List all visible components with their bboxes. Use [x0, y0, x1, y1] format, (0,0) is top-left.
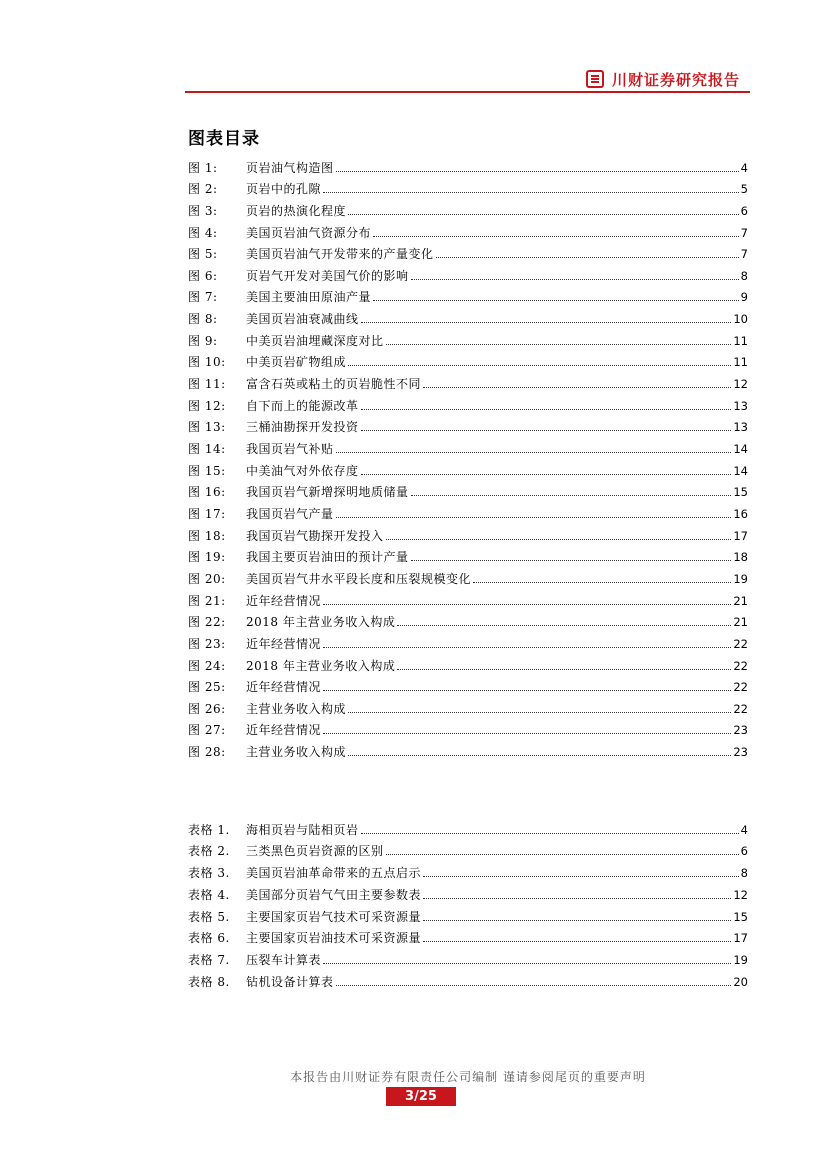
entry-page-number: 23 — [733, 723, 748, 738]
entry-label: 图 22: — [188, 615, 226, 630]
leader-dots — [361, 408, 732, 410]
entry-label: 图 12: — [188, 398, 226, 413]
leader-dots — [361, 321, 732, 323]
entry-page-number: 22 — [733, 680, 748, 695]
entry-page-number: 6 — [740, 844, 748, 859]
figure-toc-entry[interactable] — [188, 240, 748, 262]
entry-label: 图 8: — [188, 312, 218, 327]
toc-title: 图表目录 — [188, 129, 260, 149]
figure-toc-entry[interactable] — [188, 564, 748, 586]
entry-label: 表格 2. — [188, 844, 230, 859]
company-title: 川财证券研究报告 — [612, 70, 741, 89]
figure-toc-entry[interactable] — [188, 153, 748, 175]
entry-title: 我国页岩气产量 — [246, 506, 334, 521]
leader-dots — [336, 984, 732, 986]
leader-dots — [423, 919, 731, 921]
entry-title: 我国页岩气勘探开发投入 — [246, 528, 384, 543]
figure-toc-entry[interactable] — [188, 175, 748, 197]
entry-page-number: 22 — [733, 658, 748, 673]
footer-disclaimer: 本报告由川财证券有限责任公司编制 谨请参阅尾页的重要声明 — [290, 1070, 646, 1084]
entry-label: 图 26: — [188, 701, 226, 716]
report-header — [586, 68, 740, 90]
leader-dots — [361, 473, 732, 475]
entry-title: 美国主要油田原油产量 — [246, 290, 372, 305]
entry-title: 压裂车计算表 — [246, 953, 322, 968]
entry-label: 表格 1. — [188, 822, 230, 837]
entry-title: 我国页岩气补贴 — [246, 442, 334, 457]
leader-dots — [336, 170, 739, 172]
entry-label: 图 18: — [188, 528, 226, 543]
entry-page-number: 19 — [733, 571, 748, 586]
entry-label: 表格 5. — [188, 909, 230, 924]
entry-page-number: 8 — [740, 268, 748, 283]
figure-toc-entry[interactable] — [188, 391, 748, 413]
entry-label: 图 27: — [188, 723, 226, 738]
figure-toc-entry[interactable] — [188, 478, 748, 500]
entry-label: 图 10: — [188, 355, 226, 370]
entry-title: 我国页岩气新增探明地质储量 — [246, 485, 409, 500]
figure-toc-entry[interactable] — [188, 608, 748, 630]
figure-toc-entry[interactable] — [188, 413, 748, 435]
entry-page-number: 13 — [733, 420, 748, 435]
entry-title: 近年经营情况 — [246, 723, 322, 738]
entry-label: 表格 4. — [188, 887, 230, 902]
entry-page-number: 7 — [740, 247, 748, 262]
leader-dots — [348, 213, 739, 215]
entry-title: 近年经营情况 — [246, 680, 322, 695]
entry-title: 美国页岩油革命带来的五点启示 — [246, 866, 422, 881]
leader-dots — [411, 559, 732, 561]
figure-toc-entry[interactable] — [188, 716, 748, 738]
entry-page-number: 18 — [733, 550, 748, 565]
leader-dots — [323, 603, 731, 605]
entry-page-number: 15 — [733, 485, 748, 500]
entry-title: 近年经营情况 — [246, 636, 322, 651]
figure-toc-entry[interactable] — [188, 586, 748, 608]
entry-title: 海相页岩与陆相页岩 — [246, 822, 359, 837]
entry-page-number: 11 — [733, 333, 748, 348]
leader-dots — [423, 897, 731, 899]
entry-page-number: 19 — [733, 953, 748, 968]
entry-label: 表格 3. — [188, 866, 230, 881]
entry-page-number: 17 — [733, 528, 748, 543]
entry-label: 图 25: — [188, 680, 226, 695]
entry-page-number: 21 — [733, 593, 748, 608]
entry-title: 中美页岩油埋藏深度对比 — [246, 333, 384, 348]
leader-dots — [423, 940, 731, 942]
entry-label: 图 1: — [188, 160, 218, 175]
figure-toc-entry[interactable] — [188, 543, 748, 565]
entry-title: 我国主要页岩油田的预计产量 — [246, 550, 409, 565]
leader-dots — [373, 299, 739, 301]
entry-label: 图 28: — [188, 745, 226, 760]
entry-page-number: 14 — [733, 463, 748, 478]
figure-toc-entry[interactable] — [188, 521, 748, 543]
entry-page-number: 4 — [740, 160, 748, 175]
leader-dots — [348, 364, 731, 366]
entry-label: 表格 6. — [188, 931, 230, 946]
entry-label: 图 3: — [188, 203, 218, 218]
figure-toc-entry[interactable] — [188, 348, 748, 370]
leader-dots — [361, 832, 739, 834]
entry-page-number: 22 — [733, 701, 748, 716]
entry-label: 图 19: — [188, 550, 226, 565]
page-number-badge: 3/25 — [386, 1087, 456, 1106]
leader-dots — [348, 711, 731, 713]
figure-toc-entry[interactable] — [188, 261, 748, 283]
entry-label: 图 9: — [188, 333, 218, 348]
entry-label: 图 16: — [188, 485, 226, 500]
entry-title: 近年经营情况 — [246, 593, 322, 608]
leader-dots — [423, 875, 739, 877]
entry-page-number: 17 — [733, 931, 748, 946]
entry-title: 美国页岩油气开发带来的产量变化 — [246, 247, 434, 262]
table-toc-entry[interactable] — [188, 946, 748, 968]
entry-label: 表格 8. — [188, 974, 230, 989]
leader-dots — [411, 494, 732, 496]
table-toc-entry[interactable] — [188, 967, 748, 989]
entry-label: 图 6: — [188, 268, 218, 283]
leader-dots — [348, 754, 731, 756]
entry-page-number: 8 — [740, 866, 748, 881]
entry-page-number: 16 — [733, 506, 748, 521]
entry-label: 图 2: — [188, 182, 218, 197]
entry-label: 图 20: — [188, 571, 226, 586]
entry-title: 页岩的热演化程度 — [246, 203, 347, 218]
entry-title: 美国页岩油衰减曲线 — [246, 312, 359, 327]
entry-title: 美国部分页岩气气田主要参数表 — [246, 887, 422, 902]
leader-dots — [373, 235, 739, 237]
chuancai-logo-icon — [586, 70, 604, 88]
entry-title: 页岩气开发对美国气价的影响 — [246, 268, 409, 283]
leader-dots — [361, 429, 732, 431]
figure-toc-entry[interactable] — [188, 499, 748, 521]
entry-title: 自下而上的能源改革 — [246, 398, 359, 413]
entry-label: 图 14: — [188, 442, 226, 457]
entry-title: 三类黑色页岩资源的区别 — [246, 844, 384, 859]
entry-page-number: 11 — [733, 355, 748, 370]
entry-page-number: 13 — [733, 398, 748, 413]
leader-dots — [386, 343, 732, 345]
entry-page-number: 5 — [740, 182, 748, 197]
table-toc-entry[interactable] — [188, 902, 748, 924]
entry-title: 主营业务收入构成 — [246, 701, 347, 716]
entry-label: 图 11: — [188, 377, 226, 392]
entry-page-number: 15 — [733, 909, 748, 924]
leader-dots — [336, 516, 732, 518]
entry-label: 图 23: — [188, 636, 226, 651]
leader-dots — [323, 646, 731, 648]
entry-page-number: 14 — [733, 442, 748, 457]
table-toc-entry[interactable] — [188, 880, 748, 902]
leader-dots — [411, 278, 739, 280]
figure-toc-entry[interactable] — [188, 694, 748, 716]
entry-title: 主营业务收入构成 — [246, 745, 347, 760]
entry-page-number: 9 — [740, 290, 748, 305]
entry-title: 中美油气对外依存度 — [246, 463, 359, 478]
leader-dots — [386, 538, 732, 540]
entry-title: 富含石英或粘土的页岩脆性不同 — [246, 377, 422, 392]
entry-label: 图 5: — [188, 247, 218, 262]
figure-toc-entry[interactable] — [188, 305, 748, 327]
leader-dots — [323, 191, 739, 193]
entry-label: 表格 7. — [188, 953, 230, 968]
entry-page-number: 20 — [733, 974, 748, 989]
leader-dots — [397, 668, 731, 670]
figure-toc-entry[interactable] — [188, 738, 748, 760]
figure-toc-entry[interactable] — [188, 456, 748, 478]
entry-page-number: 23 — [733, 745, 748, 760]
entry-title: 美国页岩气井水平段长度和压裂规模变化 — [246, 571, 472, 586]
entry-label: 图 4: — [188, 225, 218, 240]
entry-label: 图 17: — [188, 506, 226, 521]
table-toc-entry[interactable] — [188, 837, 748, 859]
entry-label: 图 7: — [188, 290, 218, 305]
leader-dots — [336, 451, 732, 453]
entry-title: 三桶油勘探开发投资 — [246, 420, 359, 435]
leader-dots — [473, 581, 731, 583]
entry-label: 图 21: — [188, 593, 226, 608]
figure-toc-entry[interactable] — [188, 370, 748, 392]
entry-title: 美国页岩油气资源分布 — [246, 225, 372, 240]
entry-page-number: 10 — [733, 312, 748, 327]
entry-title: 页岩油气构造图 — [246, 160, 334, 175]
entry-page-number: 4 — [740, 822, 748, 837]
table-toc-entry[interactable] — [188, 924, 748, 946]
entry-label: 图 15: — [188, 463, 226, 478]
table-toc-entry[interactable] — [188, 815, 748, 837]
figure-toc-entry[interactable] — [188, 651, 748, 673]
leader-dots — [323, 732, 731, 734]
figure-toc-entry[interactable] — [188, 434, 748, 456]
leader-dots — [323, 689, 731, 691]
figure-toc-entry[interactable] — [188, 196, 748, 218]
leader-dots — [323, 962, 731, 964]
leader-dots — [423, 386, 731, 388]
entry-page-number: 22 — [733, 636, 748, 651]
entry-title: 2018 年主营业务收入构成 — [246, 615, 396, 630]
entry-title: 主要国家页岩气技术可采资源量 — [246, 909, 422, 924]
leader-dots — [386, 853, 739, 855]
figure-toc-entry[interactable] — [188, 218, 748, 240]
entry-title: 主要国家页岩油技术可采资源量 — [246, 931, 422, 946]
entry-title: 钻机设备计算表 — [246, 974, 334, 989]
entry-label: 图 24: — [188, 658, 226, 673]
figure-toc-entry[interactable] — [188, 629, 748, 651]
header-rule — [185, 91, 750, 93]
entry-title: 2018 年主营业务收入构成 — [246, 658, 396, 673]
entry-title: 中美页岩矿物组成 — [246, 355, 347, 370]
entry-label: 图 13: — [188, 420, 226, 435]
entry-page-number: 12 — [733, 887, 748, 902]
leader-dots — [436, 256, 739, 258]
entry-title: 页岩中的孔隙 — [246, 182, 322, 197]
entry-page-number: 21 — [733, 615, 748, 630]
entry-page-number: 6 — [740, 203, 748, 218]
figure-toc-entry[interactable] — [188, 326, 748, 348]
figure-toc-entry[interactable] — [188, 673, 748, 695]
figure-toc-entry[interactable] — [188, 283, 748, 305]
entry-page-number: 12 — [733, 377, 748, 392]
entry-page-number: 7 — [740, 225, 748, 240]
table-toc-entry[interactable] — [188, 859, 748, 881]
leader-dots — [397, 624, 731, 626]
